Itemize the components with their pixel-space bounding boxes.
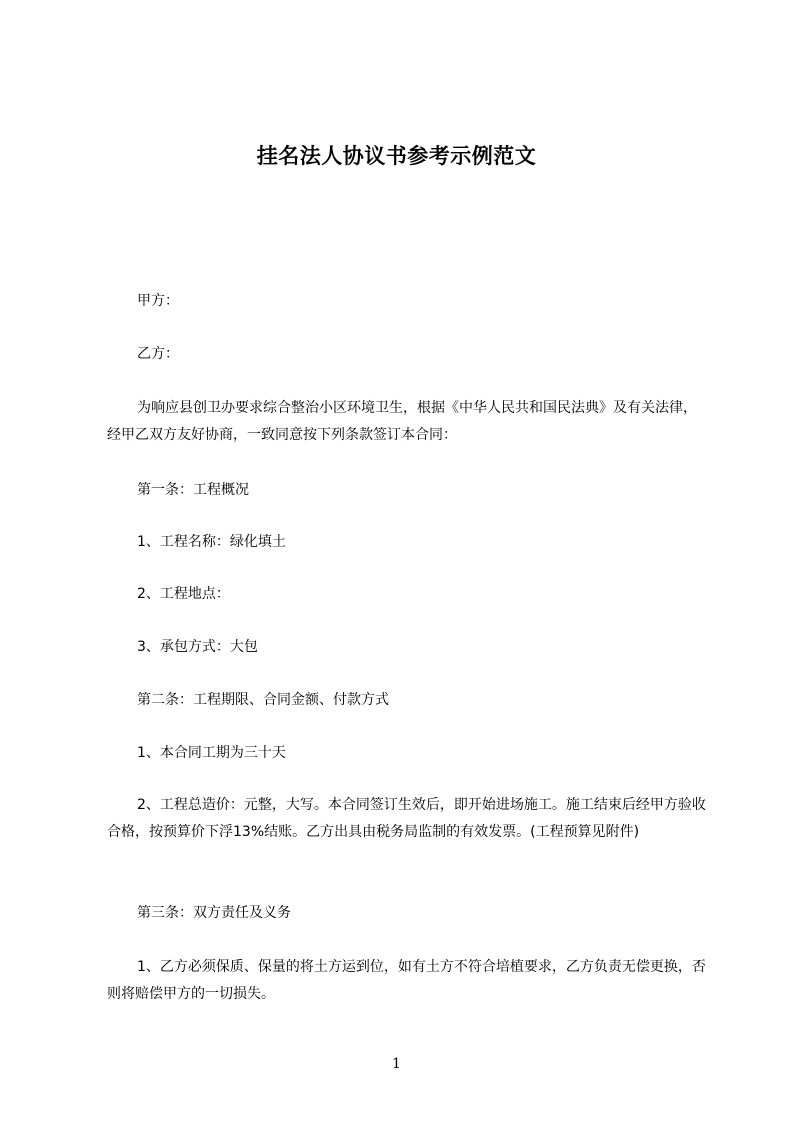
party-b-label: 乙方：: [137, 346, 179, 362]
article3-item1: 1、乙方必须保质、保量的将土方运到位，如有土方不符合培植要求，乙方负责无偿更换，否则将赔偿甲方的一切损失。: [107, 959, 706, 1002]
article1-item3: 3、承包方式：大包: [137, 639, 258, 655]
party-a-label: 甲方：: [137, 293, 179, 309]
article2-heading: 第二条：工程期限、合同金额、付款方式: [137, 692, 389, 708]
article2-item2: 2、工程总造价：元整，大写。本合同签订生效后，即开始进场施工。施工结束后经甲方验收合格，按预算价下浮13%结账。乙方出具由税务局监制的有效发票。(工程预算见附件): [107, 797, 706, 840]
document-title: 挂名法人协议书参考示例范文: [256, 144, 537, 168]
article1-heading: 第一条：工程概况: [137, 482, 249, 498]
intro-paragraph: 为响应县创卫办要求综合整治小区环境卫生，根据《中华人民共和国民法典》及有关法律，经甲乙双方友好协商，一致同意按下列条款签订本合同：: [107, 400, 697, 443]
article1-item2: 2、工程地点：: [137, 586, 230, 602]
article3-heading: 第三条：双方责任及义务: [137, 905, 291, 921]
article2-item1: 1、本合同工期为三十天: [137, 745, 286, 761]
page-number: 1: [392, 1056, 401, 1072]
article1-item1: 1、工程名称：绿化填土: [137, 534, 286, 550]
